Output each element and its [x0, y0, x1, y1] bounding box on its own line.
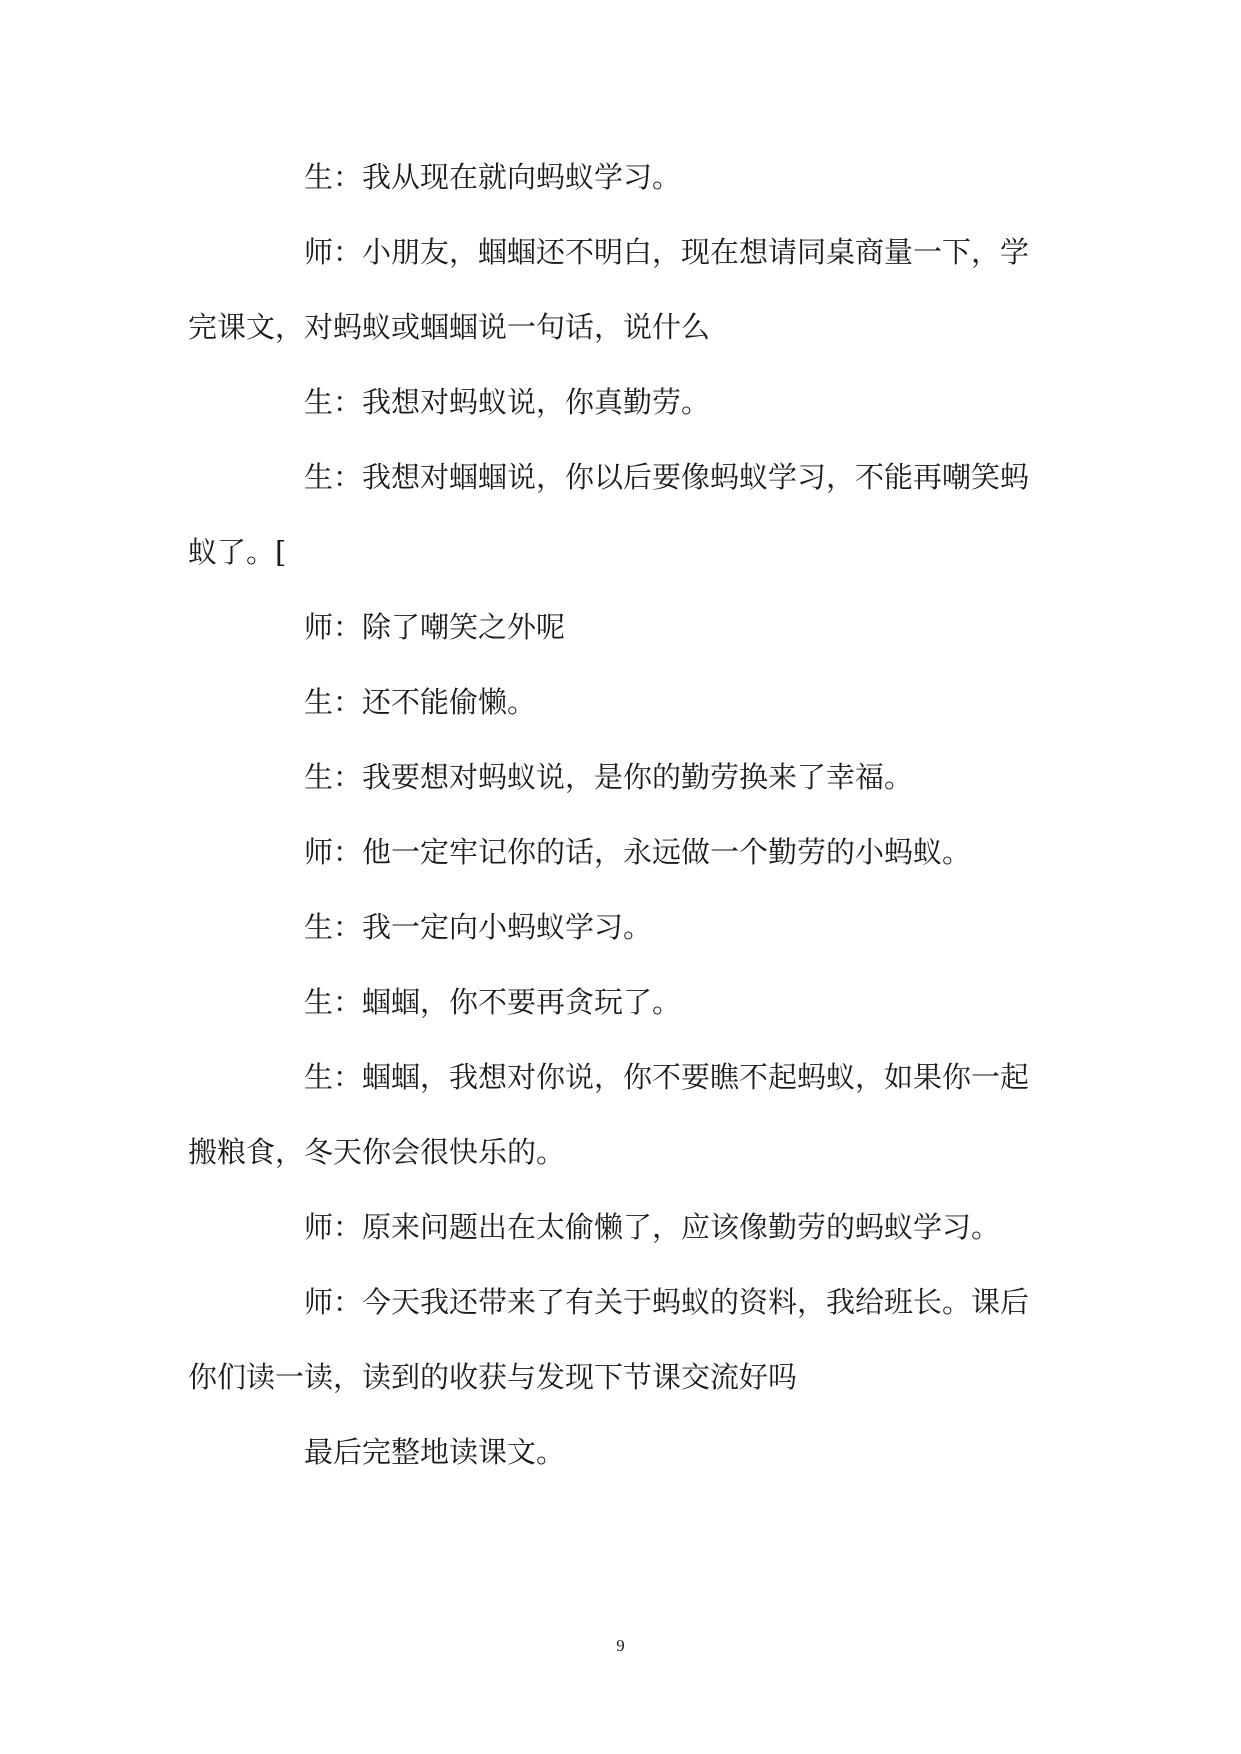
paragraph-1: 生：我从现在就向蚂蚁学习。 [304, 160, 682, 194]
paragraph-8: 师：他一定牢记你的话，永远做一个勤劳的小蚂蚁。 [304, 835, 972, 869]
paragraph-6: 生：还不能偷懒。 [304, 685, 537, 719]
paragraph-9: 生：我一定向小蚂蚁学习。 [304, 910, 653, 944]
paragraph-3: 生：我想对蚂蚁说，你真勤劳。 [304, 385, 711, 419]
page-number: 9 [616, 1636, 625, 1655]
paragraph-4: 生：我想对蝈蝈说，你以后要像蚂蚁学习，不能再嘲笑蚂蚁了。[ [188, 460, 1030, 569]
paragraph-11: 生：蝈蝈，我想对你说，你不要瞧不起蚂蚁，如果你一起搬粮食，冬天你会很快乐的。 [188, 1060, 1030, 1169]
paragraph-10: 生：蝈蝈，你不要再贪玩了。 [304, 985, 682, 1019]
paragraph-7: 生：我要想对蚂蚁说，是你的勤劳换来了幸福。 [304, 760, 914, 794]
paragraph-5: 师：除了嘲笑之外呢 [304, 610, 566, 644]
paragraph-13: 师：今天我还带来了有关于蚂蚁的资料，我给班长。课后你们读一读，读到的收获与发现下节课交流好吗 [188, 1285, 1030, 1394]
document-body [188, 140, 1056, 1490]
paragraph-12: 师：原来问题出在太偷懒了，应该像勤劳的蚂蚁学习。 [304, 1210, 1001, 1244]
paragraph-14: 最后完整地读课文。 [304, 1435, 566, 1469]
paragraph-2: 师：小朋友，蝈蝈还不明白，现在想请同桌商量一下，学完课文，对蚂蚁或蝈蝈说一句话，说什么 [188, 235, 1030, 344]
